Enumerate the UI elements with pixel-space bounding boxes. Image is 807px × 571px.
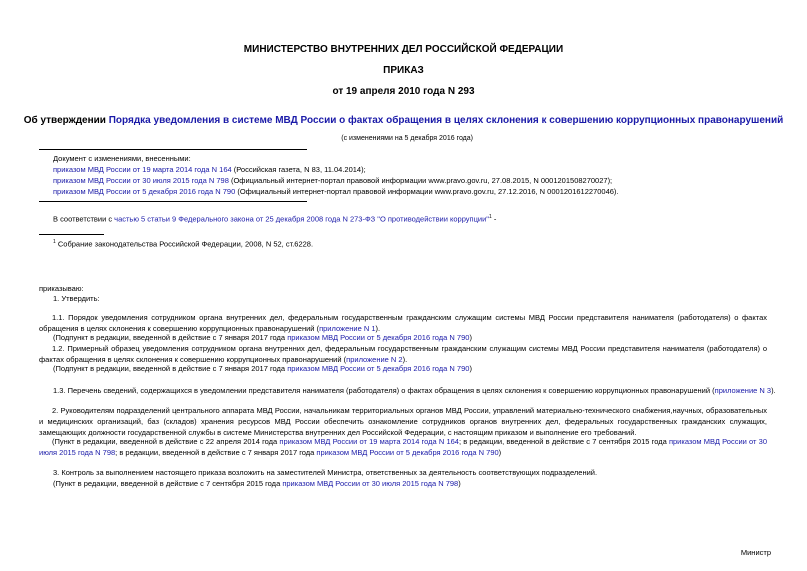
paragraph-text: ). [771, 386, 776, 395]
note-text: ; в редакции, введенной в действие с 7 января 2017 года [115, 447, 317, 457]
paragraph-2: 2. Руководителям подразделений центрального аппарата МВД России, начальникам территориальных органов МВД России, управлений материально-технического снабжения,научных, образовательных и медицинских организаций, баз (складов) хранения ресурсов МВД России обеспечить ознакомление сотрудников органов внутренних дел, федеральных государственных гражданских служащих, замещающих должности государственной службы в системе Министерства внутренних дел Российской Федерации, с настоящим приказом и выполнение его требований. [39, 406, 767, 437]
paragraph-text: ). [402, 354, 408, 364]
revision-link[interactable]: приказом МВД России от 30 июля 2015 года N 798 [282, 479, 459, 488]
change-item [53, 165, 619, 176]
law-link[interactable]: частью 5 статьи 9 Федерального закона от 25 декабря 2008 года N 273-ФЗ "О противодействии коррупции" [114, 214, 489, 224]
revision-note [53, 333, 472, 344]
note-text: ) [469, 364, 472, 373]
note-text: ; в редакции, введенной в действие с 7 сентября 2015 года [458, 437, 669, 446]
order-heading: ПРИКАЗ [383, 65, 424, 76]
amendment-note: (с изменениями на 5 декабря 2016 года) [341, 135, 473, 142]
separator [39, 201, 307, 202]
prikazyvayu: приказываю: [39, 284, 84, 293]
note-text: ) [469, 333, 472, 342]
note-text: (Пункт в редакции, введенной в действие с 22 апреля 2014 года [52, 437, 280, 446]
revision-note [39, 437, 767, 459]
paragraph-text: 1.1. Порядок уведомления сотрудником органа внутренних дел, федеральным государственным гражданским служащим системы МВД России представителя нанимателя (работодателя) о фактах обращения в целях склонения к совершению коррупционных правонарушений ( [39, 313, 767, 333]
paragraph-1-1 [39, 313, 767, 335]
paragraph-3: 3. Контроль за выполнением настоящего приказа возложить на заместителей Министра, ответственных за деятельность соответствующих подразделений. [53, 468, 598, 477]
revision-link[interactable]: приказом МВД России от 5 декабря 2016 года N 790 [316, 447, 499, 457]
change-item [53, 187, 619, 198]
separator [39, 149, 307, 150]
note-text: ) [458, 479, 461, 488]
change-link[interactable]: приказом МВД России от 19 марта 2014 года N 164 [53, 164, 232, 174]
appendix-link[interactable]: приложение N 1 [319, 323, 376, 333]
paragraph-text: ). [375, 323, 381, 333]
order-date: от 19 апреля 2010 года N 293 [332, 86, 475, 97]
note-text: (Пункт в редакции, введенной в действие с 7 сентября 2015 года [53, 479, 283, 488]
change-source: (Официальный интернет-портал правовой информации www.pravo.gov.ru, 27.12.2016, N 0001201612270046). [235, 186, 619, 196]
revision-note [53, 364, 472, 375]
changes-block [53, 154, 619, 198]
paragraph-text: 1.2. Примерный образец уведомления сотрудником органа внутренних дел, федеральным государственным гражданским служащим системы МВД России представителя нанимателя (работодателя) о фактах обращения в целях склонения к совершению коррупционных правонарушений ( [39, 344, 767, 364]
title-prefix: Об утверждении [23, 115, 109, 126]
change-link[interactable]: приказом МВД России от 30 июля 2015 года N 798 [53, 175, 229, 185]
revision-note [53, 479, 461, 490]
footnote-ref[interactable]: 1 [488, 214, 492, 220]
signature-role: Министр [740, 548, 771, 557]
preamble-dash: - [491, 214, 497, 224]
revision-link[interactable]: приказом МВД России от 5 декабря 2016 года N 790 [287, 333, 470, 342]
revision-link[interactable]: приказом МВД России от 5 декабря 2016 года N 790 [287, 364, 470, 373]
paragraph-text: 1.3. Перечень сведений, содержащихся в уведомлении представителя нанимателя (работодателя) о фактах обращения в целях склонения к совершению коррупционных правонарушений ( [53, 386, 715, 395]
paragraph-1: 1. Утвердить: [53, 294, 100, 303]
footnote [53, 239, 313, 250]
change-source: (Официальный интернет-портал правовой информации www.pravo.gov.ru, 27.08.2015, N 0001201508270027); [228, 175, 613, 185]
appendix-link[interactable]: приложение N 3 [714, 386, 772, 395]
footnote-mark: 1 [53, 239, 56, 245]
change-source: (Российская газета, N 83, 11.04.2014); [231, 164, 366, 174]
paragraph-1-2 [39, 344, 767, 366]
revision-link[interactable]: приказом МВД России от 19 марта 2014 года N 164 [279, 437, 459, 446]
preamble-text: В соответствии с [53, 214, 115, 224]
change-link[interactable]: приказом МВД России от 5 декабря 2016 года N 790 [53, 186, 236, 196]
title-link[interactable]: Порядка уведомления в системе МВД России о фактах обращения в целях склонения к совершению коррупционных правонарушений [108, 115, 784, 126]
revision-link[interactable]: приказом МВД России от 30 июля 2015 года N 798 [39, 437, 768, 457]
note-text: (Подпункт в редакции, введенной в действие с 7 января 2017 года [53, 364, 288, 373]
changes-intro: Документ с изменениями, внесенными: [53, 154, 191, 163]
change-item [53, 176, 619, 187]
footnote-text: Собрание законодательства Российской Федерации, 2008, N 52, ст.6228. [55, 239, 314, 249]
footnote-separator [39, 234, 104, 235]
ministry-heading: МИНИСТЕРСТВО ВНУТРЕННИХ ДЕЛ РОССИЙСКОЙ ФЕДЕРАЦИИ [243, 44, 564, 55]
preamble [53, 214, 496, 225]
paragraph-1-3 [53, 386, 776, 397]
note-text: ) [498, 447, 502, 457]
document-title [0, 115, 807, 126]
note-text: (Подпункт в редакции, введенной в действие с 7 января 2017 года [53, 333, 288, 342]
appendix-link[interactable]: приложение N 2 [346, 354, 403, 364]
